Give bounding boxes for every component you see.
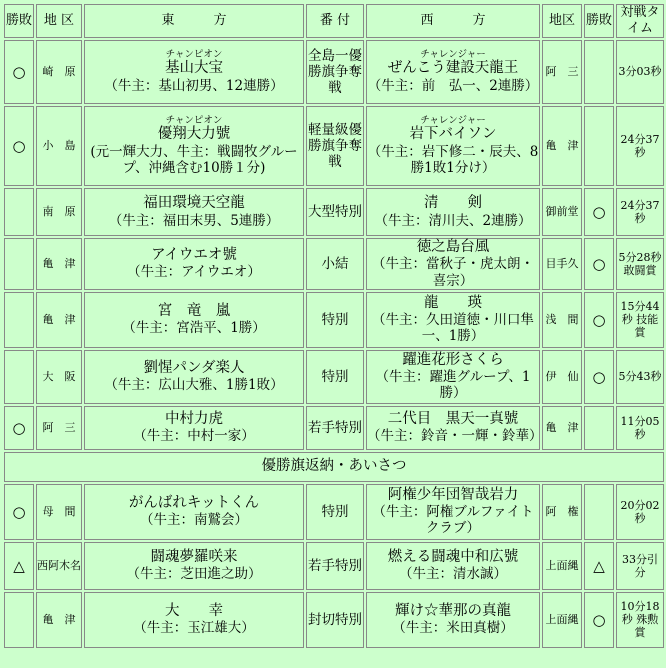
east-area: 阿 三 bbox=[36, 406, 82, 450]
east-result bbox=[4, 238, 34, 290]
east-bull bbox=[84, 188, 304, 236]
west-title: チャレンジャー bbox=[420, 114, 486, 126]
east-title: チャンピオン bbox=[165, 114, 223, 126]
east-area: 西阿木名 bbox=[36, 542, 82, 590]
east-owner: （牛主：福田末男、5連勝） bbox=[108, 212, 280, 229]
header-east-area: 地 区 bbox=[36, 4, 82, 38]
bullfight-results-table bbox=[2, 2, 666, 650]
bout-time: 33分引分 bbox=[616, 542, 664, 590]
table-row bbox=[4, 484, 664, 540]
east-result: ○ bbox=[4, 484, 34, 540]
header-row bbox=[4, 4, 664, 38]
race-rank: 特別 bbox=[306, 350, 364, 404]
west-owner: （牛主：前 弘一、2連勝） bbox=[367, 77, 539, 94]
bout-time: 20分02秒 bbox=[616, 484, 664, 540]
west-result: ○ bbox=[584, 292, 614, 348]
east-area: 亀 津 bbox=[36, 292, 82, 348]
east-name: 福田環境天空龍 bbox=[143, 195, 245, 212]
flag-return-ceremony: 優勝旗返納・あいさつ bbox=[4, 452, 664, 482]
header-west: 西 方 bbox=[366, 4, 540, 38]
east-bull bbox=[84, 484, 304, 540]
east-owner: （牛主：中村一家） bbox=[133, 428, 255, 445]
bout-time: 24分37秒 bbox=[616, 188, 664, 236]
bout-time: 11分05秒 bbox=[616, 406, 664, 450]
header-east-result: 勝敗 bbox=[4, 4, 34, 38]
bout-time: 24分37秒 bbox=[616, 106, 664, 186]
west-owner: （牛主：久田道徳・川口隼一、1勝） bbox=[372, 312, 534, 345]
west-bull bbox=[366, 542, 540, 590]
west-result bbox=[584, 40, 614, 104]
table-row bbox=[4, 592, 664, 648]
west-bull bbox=[366, 188, 540, 236]
race-rank: 特別 bbox=[306, 292, 364, 348]
header-rank: 番 付 bbox=[306, 4, 364, 38]
table-row bbox=[4, 406, 664, 450]
east-bull bbox=[84, 40, 304, 104]
east-owner: （牛主：宮浩平、1勝） bbox=[122, 320, 266, 337]
east-name: アイウエオ號 bbox=[151, 247, 237, 264]
east-bull bbox=[84, 350, 304, 404]
west-area: 目手久 bbox=[542, 238, 582, 290]
table-row bbox=[4, 350, 664, 404]
west-result bbox=[584, 406, 614, 450]
east-result bbox=[4, 292, 34, 348]
east-bull bbox=[84, 592, 304, 648]
race-rank: 大型特別 bbox=[306, 188, 364, 236]
table-row bbox=[4, 292, 664, 348]
east-area: 母 間 bbox=[36, 484, 82, 540]
west-name: 岩下バイソン bbox=[409, 126, 497, 143]
west-name: 龍 瑛 bbox=[424, 294, 482, 311]
bout-time: 5分28秒 敢闘賞 bbox=[616, 238, 664, 290]
east-owner: （牛主：芝田進之助） bbox=[126, 566, 262, 583]
east-title: チャンピオン bbox=[165, 48, 223, 60]
east-owner: (元一輝大力、牛主：戦闘牧グループ、沖縄含む10勝１分) bbox=[90, 143, 298, 176]
east-owner: （牛主：基山初男、12連勝） bbox=[104, 77, 284, 94]
race-rank: 全島一優勝旗争奪戦 bbox=[306, 40, 364, 104]
east-result bbox=[4, 188, 34, 236]
west-name: 二代目 黒天一真號 bbox=[387, 410, 519, 427]
west-result: ○ bbox=[584, 188, 614, 236]
west-name: 阿権少年団智哉岩力 bbox=[387, 486, 519, 503]
east-name: 大 幸 bbox=[165, 602, 223, 619]
east-owner: （牛主：南鷲会） bbox=[140, 512, 248, 529]
west-bull bbox=[366, 292, 540, 348]
east-bull bbox=[84, 238, 304, 290]
west-area: 御前堂 bbox=[542, 188, 582, 236]
west-area: 阿 三 bbox=[542, 40, 582, 104]
west-owner: （牛主：阿権ブルファイトクラブ） bbox=[372, 504, 534, 537]
west-bull bbox=[366, 238, 540, 290]
west-result bbox=[584, 484, 614, 540]
west-name: 清 剣 bbox=[424, 195, 482, 212]
west-result bbox=[584, 106, 614, 186]
west-area: 伊 仙 bbox=[542, 350, 582, 404]
west-title: チャレンジャー bbox=[420, 48, 486, 60]
bout-time: 5分43秒 bbox=[616, 350, 664, 404]
table-row bbox=[4, 188, 664, 236]
east-result bbox=[4, 592, 34, 648]
east-bull bbox=[84, 406, 304, 450]
race-rank: 軽量級優勝旗争奪戦 bbox=[306, 106, 364, 186]
west-owner: （牛主：躍進グループ、1勝） bbox=[375, 369, 531, 402]
west-result: ○ bbox=[584, 238, 614, 290]
bout-time: 15分44秒 技能賞 bbox=[616, 292, 664, 348]
west-area: 上面縄 bbox=[542, 542, 582, 590]
west-area: 阿 権 bbox=[542, 484, 582, 540]
west-area: 亀 津 bbox=[542, 106, 582, 186]
east-name: 宮 竜 嵐 bbox=[157, 302, 231, 319]
east-name: がんばれキットくん bbox=[128, 494, 260, 511]
west-owner: （牛主：清水誠） bbox=[399, 566, 507, 583]
west-result: ○ bbox=[584, 350, 614, 404]
east-bull bbox=[84, 292, 304, 348]
west-area: 上面縄 bbox=[542, 592, 582, 648]
east-name: 基山大宝 bbox=[165, 60, 223, 77]
east-area: 南 原 bbox=[36, 188, 82, 236]
east-name: 中村力虎 bbox=[165, 410, 223, 427]
east-owner: （牛主：広山大雅、1勝1敗） bbox=[104, 377, 284, 394]
east-result: △ bbox=[4, 542, 34, 590]
header-west-result: 勝敗 bbox=[584, 4, 614, 38]
west-result: ○ bbox=[584, 592, 614, 648]
east-area: 大 阪 bbox=[36, 350, 82, 404]
east-result: ○ bbox=[4, 406, 34, 450]
east-area: 崎 原 bbox=[36, 40, 82, 104]
west-name: 輝け☆華那の真龍 bbox=[395, 602, 511, 619]
table-row bbox=[4, 106, 664, 186]
bout-time: 3分03秒 bbox=[616, 40, 664, 104]
west-result: △ bbox=[584, 542, 614, 590]
interlude-row bbox=[4, 452, 664, 482]
header-east: 東 方 bbox=[84, 4, 304, 38]
race-rank: 封切特別 bbox=[306, 592, 364, 648]
east-bull bbox=[84, 542, 304, 590]
west-area: 浅 間 bbox=[542, 292, 582, 348]
west-bull bbox=[366, 40, 540, 104]
west-owner: （牛主：岩下修二・辰夫、8勝1敗1分け） bbox=[367, 143, 539, 176]
east-owner: （牛主：アイウエオ） bbox=[127, 264, 261, 281]
west-bull bbox=[366, 350, 540, 404]
east-owner: （牛主：玉江雄大） bbox=[133, 620, 255, 637]
west-bull bbox=[366, 406, 543, 450]
west-name: 躍進花形さくら bbox=[402, 351, 504, 368]
east-bull bbox=[84, 106, 304, 186]
east-result bbox=[4, 350, 34, 404]
west-bull bbox=[366, 484, 540, 540]
east-name: 劉惺パンダ楽人 bbox=[143, 359, 245, 376]
east-name: 闘魂夢羅咲来 bbox=[150, 548, 238, 565]
west-name: ぜんこう建設天龍王 bbox=[387, 60, 519, 77]
table-row bbox=[4, 238, 664, 290]
race-rank: 特別 bbox=[306, 484, 364, 540]
west-owner: （牛主：清川夫、2連勝） bbox=[374, 212, 532, 229]
west-owner: （牛主：米田真樹） bbox=[392, 620, 514, 637]
race-rank: 若手特別 bbox=[306, 406, 364, 450]
header-time: 対戦タイム bbox=[616, 4, 664, 38]
west-owner: （牛主：當秋子・虎太朗・喜宗） bbox=[372, 256, 534, 289]
west-bull bbox=[366, 106, 540, 186]
west-name: 燃える闘魂中和広號 bbox=[387, 548, 519, 565]
west-bull bbox=[366, 592, 540, 648]
race-rank: 若手特別 bbox=[306, 542, 364, 590]
west-owner: （牛主：鈴音・一輝・鈴華） bbox=[367, 428, 543, 445]
table-row bbox=[4, 542, 664, 590]
east-area: 亀 津 bbox=[36, 238, 82, 290]
east-area: 小 島 bbox=[36, 106, 82, 186]
race-rank: 小結 bbox=[306, 238, 364, 290]
west-name: 徳之島台風 bbox=[416, 239, 490, 255]
east-area: 亀 津 bbox=[36, 592, 82, 648]
table-row bbox=[4, 40, 664, 104]
header-west-area: 地区 bbox=[542, 4, 582, 38]
east-result: ○ bbox=[4, 106, 34, 186]
east-name: 優翔大力號 bbox=[157, 126, 231, 143]
bout-time: 10分18秒 殊勲賞 bbox=[616, 592, 664, 648]
west-area: 亀 津 bbox=[542, 406, 582, 450]
east-result: ○ bbox=[4, 40, 34, 104]
